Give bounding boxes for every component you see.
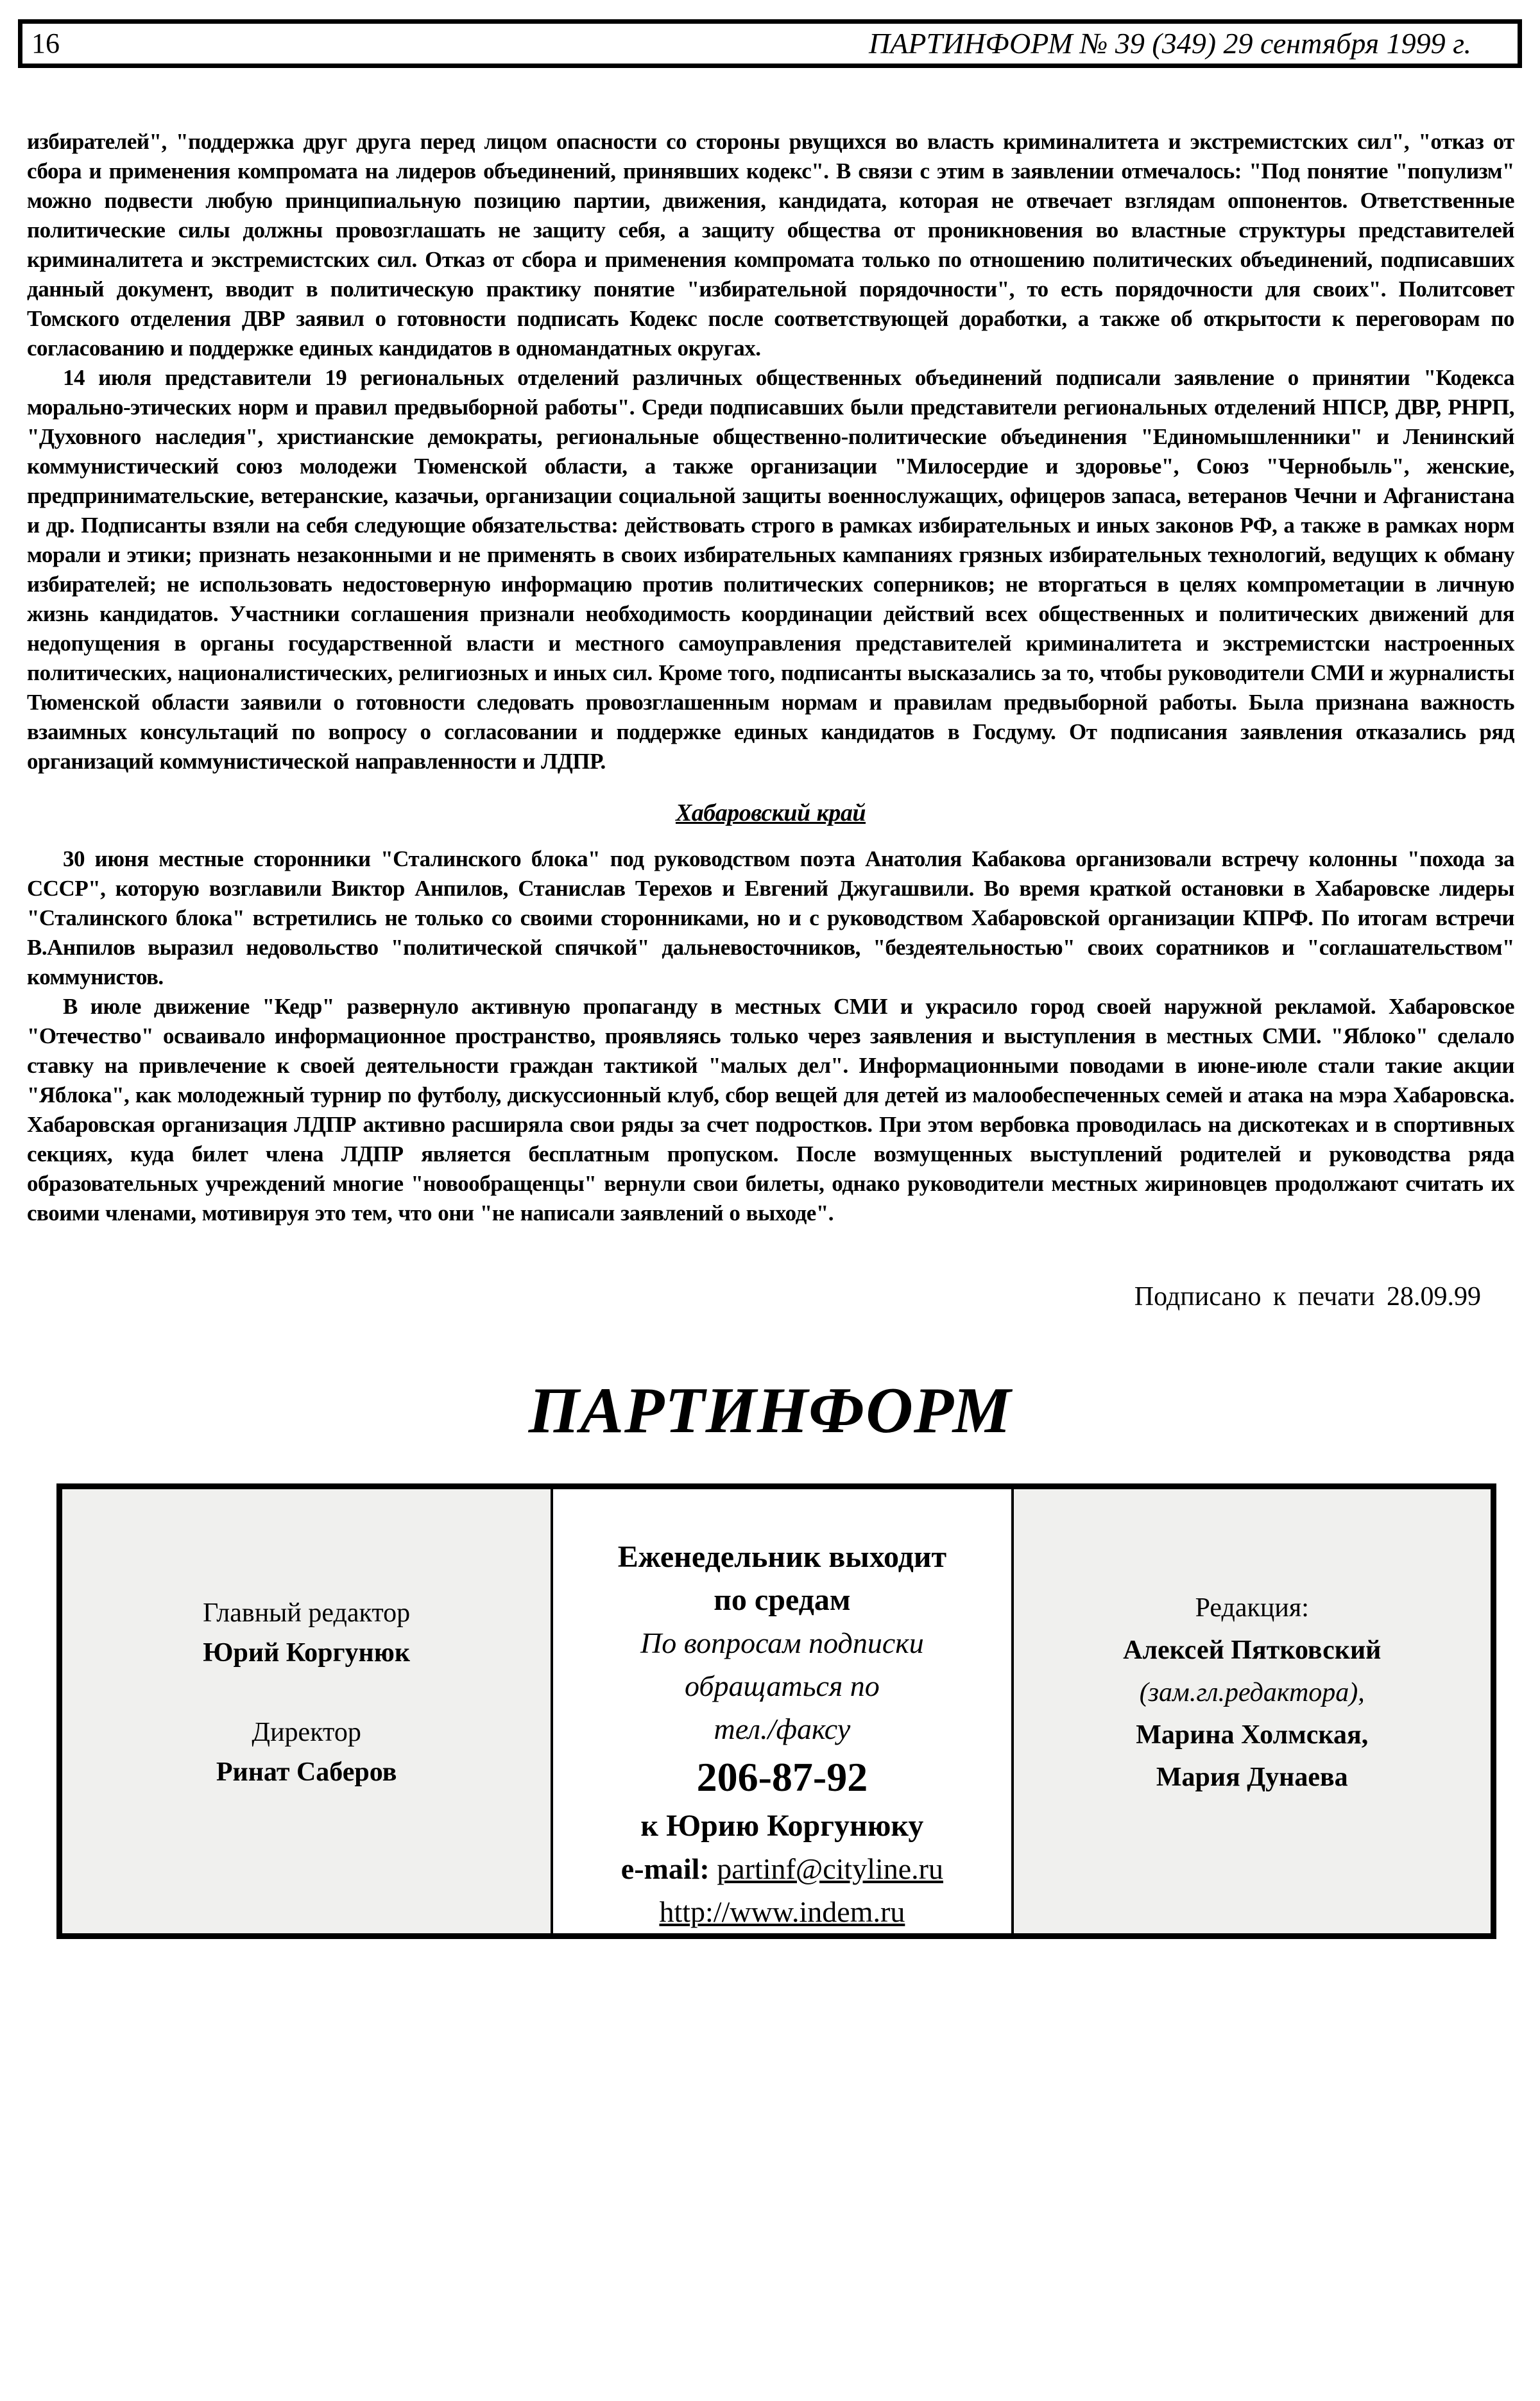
staff-name-1: Алексей Пятковский xyxy=(1123,1636,1382,1665)
subscription-note-line-2: обращаться по xyxy=(684,1670,880,1702)
imprint-cell-subscription xyxy=(551,1489,1013,1933)
staff-note-1: (зам.гл.редактора), xyxy=(1139,1678,1365,1707)
weekly-schedule-line-2: по средам xyxy=(714,1583,851,1617)
page-number: 16 xyxy=(31,28,60,59)
chief-editor-name: Юрий Коргунюк xyxy=(203,1638,411,1668)
imprint-cell-editors xyxy=(62,1489,551,1933)
body-paragraph-3: 30 июня местные сторонники "Сталинского блока" под руководством поэта Анатолия Кабакова организовали встречу колонны "похода за СССР", которую возглавили Виктор Анпилов, Станислав Терехов и Евгений Джугашвили. Во время краткой остановки в Хабаровске лидеры "Сталинского блока" встретились не только со своими сторонниками, но и с руководством Хабаровской организации КПРФ. По итогам встречи В.Анпилов выразил недовольство "политической спячкой" дальневосточников, "бездеятельностью" своих соратников и "соглашательством" коммунистов. xyxy=(27,846,1514,989)
imprint-cell-staff xyxy=(1014,1489,1491,1933)
email-link[interactable]: partinf@cityline.ru xyxy=(717,1852,943,1885)
issue-title: ПАРТИНФОРМ № 39 (349) 29 сентября 1999 г. xyxy=(869,27,1471,60)
email-label: e-mail: xyxy=(620,1852,710,1885)
phone-number: 206-87-92 xyxy=(696,1754,868,1800)
contact-person-line: к Юрию Коргунюку xyxy=(640,1809,924,1843)
staff-name-2: Марина Холмская, xyxy=(1136,1720,1369,1750)
masthead-title: ПАРТИНФОРМ xyxy=(528,1374,1012,1447)
running-head xyxy=(18,19,1522,68)
staff-title: Редакция: xyxy=(1195,1593,1309,1623)
staff-name-3: Мария Дунаева xyxy=(1156,1763,1348,1792)
section-heading xyxy=(27,798,1514,828)
chief-editor-role: Главный редактор xyxy=(203,1598,411,1628)
imprint-table xyxy=(56,1483,1496,1939)
body-paragraph-1: избирателей", "поддержка друг друга перед лицом опасности со стороны рвущихся во власть криминалитета и экстремистских сил", "отказ от сбора и применения компромата на лидеров объединений, принявших кодекс". В связи с этим в заявлении отмечалось: "Под понятие "популизм" можно подвести любую принципиальную позицию партии, движения, кандидата, которая не отвечает взглядам оппонентов. Ответственные политические силы должны провозглашать не защиту себя, а защиту общества от проникновения во властные структуры представителей криминалитета и экстремистских сил. Отказ от сбора и применения компромата только по отношению политических объединений, подписавших данный документ, вводит в политическую практику понятие "избирательной порядочности", то есть порядочности для своих". Политсовет Томского отделения ДВР заявил о готовности подписать Кодекс после соответствующей доработки, а также об открытости к переговорам по согласованию и поддержке единых кандидатов в одномандатных округах. xyxy=(27,129,1514,361)
website-line xyxy=(553,1890,1011,1933)
subscription-note-line-3: тел./факсу xyxy=(714,1713,851,1745)
director-name: Ринат Саберов xyxy=(216,1757,397,1787)
section-heading-text: Хабаровский край xyxy=(675,799,866,826)
email-line xyxy=(553,1847,1011,1890)
signed-to-print-line: Подписано к печати 28.09.99 xyxy=(1134,1282,1481,1312)
website-link[interactable]: http://www.indem.ru xyxy=(659,1895,905,1928)
body-paragraph-2: 14 июля представители 19 региональных отделений различных общественных объединений подписали заявление о принятии "Кодекса морально-этических норм и правил предвыборной работы". Среди подписавших были представители региональных отделений НПСР, ДВР, РНРП, "Духовного наследия", христианские демократы, региональные общественно-политические объединения "Единомышленники" и Ленинский коммунистический союз молодежи Тюменской области, а также организации "Милосердие и здоровье", Союз "Чернобыль", женские, предпринимательские, ветеранские, казачьи, организации социальной защиты военнослужащих, офицеров запаса, ветеранов Чечни и Афганистана и др. Подписанты взяли на себя следующие обязательства: действовать строго в рамках избирательных и иных законов РФ, а также в рамках норм морали и этики; признать незаконными и не применять в своих избирательных кампаниях грязных избирательных технологий, ведущих к обману избирателей; не использовать недостоверную информацию против политических соперников; не вторгаться в целях компрометации в личную жизнь кандидатов. Участники соглашения признали необходимость координации действий всех общественных и политических движений для недопущения в органы государственной власти и местного самоуправления представителей криминалитета и экстремистски настроенных политических, националистических, религиозных и иных сил. Кроме того, подписанты высказались за то, чтобы руководители СМИ и журналисты Тюменской области заявили о готовности следовать провозглашенным нормам и правилам предвыборной работы. Была признана важность взаимных консультаций по вопросу о согласовании и поддержке единых кандидатов в Госдуму. От подписания заявления отказались ряд организаций коммунистической направленности и ЛДПР. xyxy=(27,365,1514,774)
subscription-note-line-1: По вопросам подписки xyxy=(640,1627,924,1659)
scanned-bulletin-page xyxy=(0,19,1540,2401)
weekly-schedule-line-1: Еженедельник выходит xyxy=(617,1540,947,1574)
article-body xyxy=(27,68,1514,1312)
director-role: Директор xyxy=(252,1718,361,1747)
body-paragraph-4: В июле движение "Кедр" развернуло активную пропаганду в местных СМИ и украсило город своей наружной рекламой. Хабаровское "Отечество" осваивало информационное пространство, проявляясь только через заявления и выступления в местных СМИ. "Яблоко" сделало ставку на привлечение к своей деятельности граждан тактикой "малых дел". Информационными поводами в июне-июле стали такие акции "Яблока", как молодежный турнир по футболу, дискуссионный клуб, сбор вещей для детей из малообеспеченных семей и атака на мэра Хабаровска. Хабаровская организация ЛДПР активно расширяла свои ряды за счет подростков. При этом вербовка проводилась на дискотеках и в спортивных секциях, куда билет члена ЛДПР является бесплатным пропуском. После возмущенных выступлений родителей и руководства ряда образовательных учреждений многие "новообращенцы" вернули свои билеты, однако руководители местных жириновцев продолжают считать их своими членами, мотивируя это тем, что они "не написали заявлений о выходе". xyxy=(27,994,1514,1226)
